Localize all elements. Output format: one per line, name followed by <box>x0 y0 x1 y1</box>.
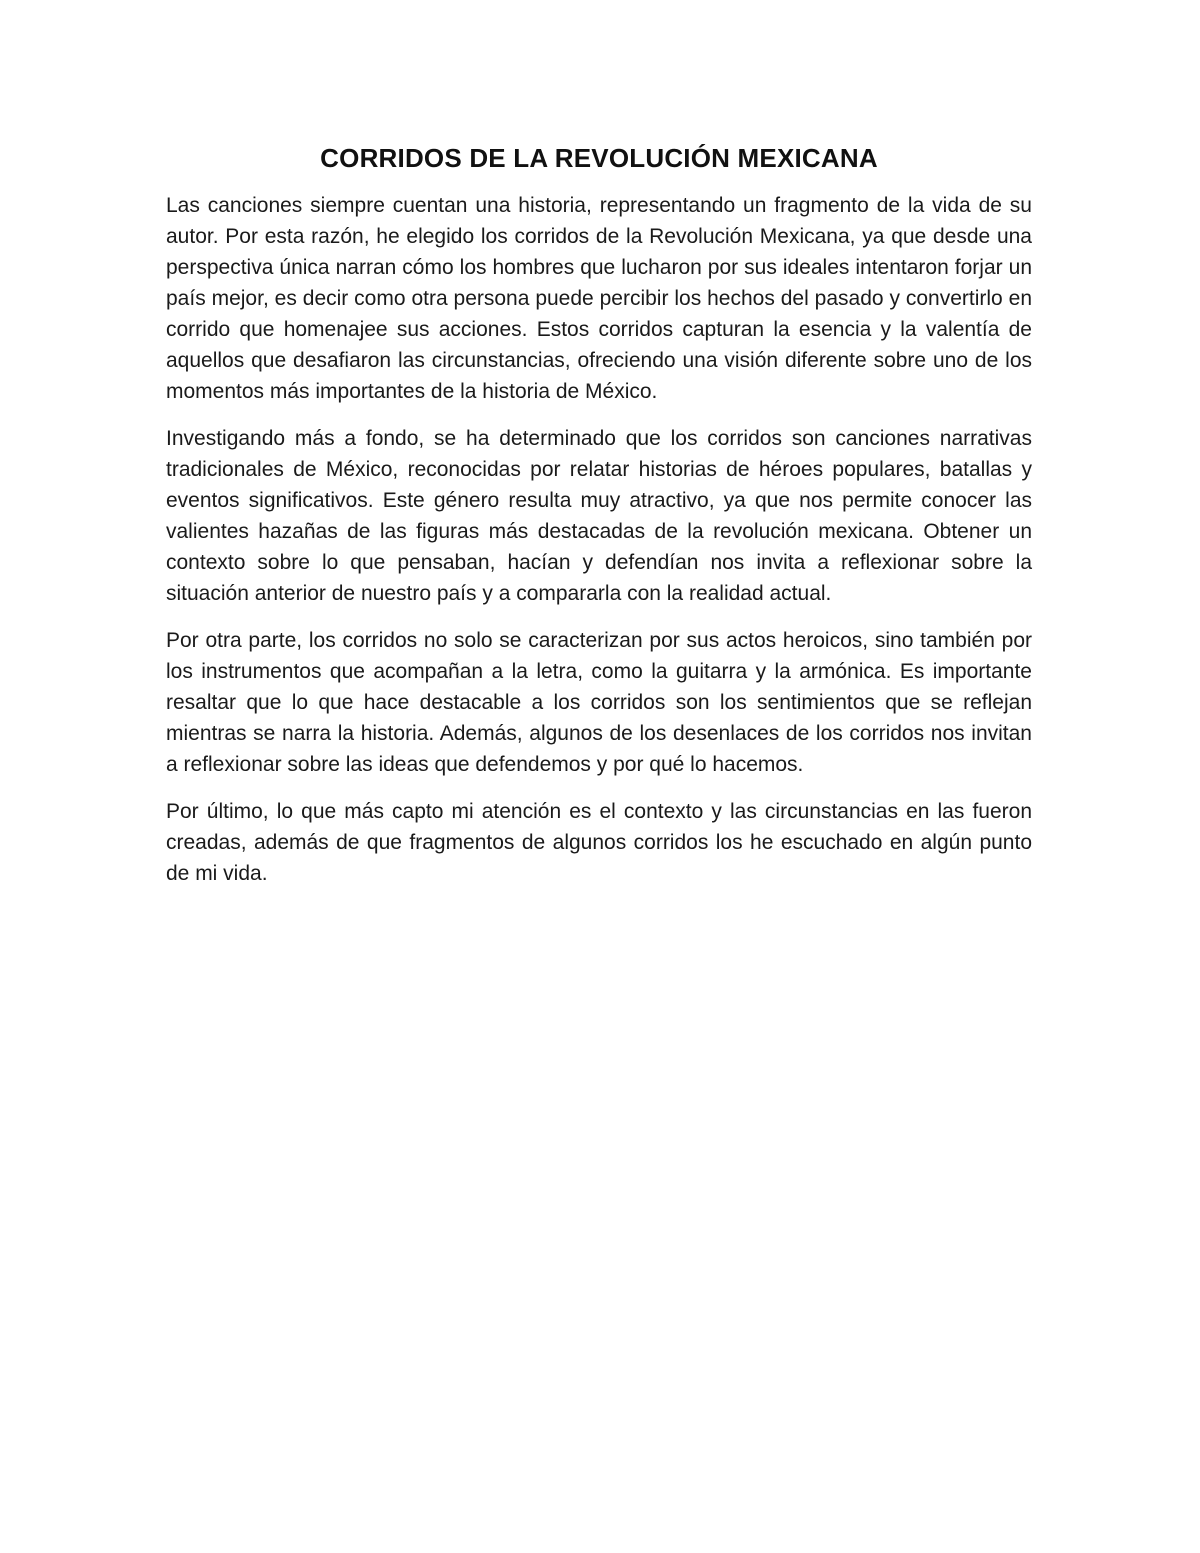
paragraph-intro: Las canciones siempre cuentan una historia, representando un fragmento de la vida de su autor. Por esta razón, he elegido los corridos de la Revolución Mexicana, ya que desde una perspectiva única narran cómo los hombres que lucharon por sus ideales intentaron forjar un país mejor, es decir como otra persona puede percibir los hechos del pasado y convertirlo en corrido que homenajee sus acciones. Estos corridos capturan la esencia y la valentía de aquellos que desafiaron las circunstancias, ofreciendo una visión diferente sobre uno de los momentos más importantes de la historia de México. <box>166 194 1032 403</box>
document-body <box>166 141 1032 905</box>
paragraph-conclusion: Por último, lo que más capto mi atención es el contexto y las circunstancias en las fueron creadas, además de que fragmentos de algunos corridos los he escuchado en algún punto de mi vida. <box>166 800 1032 885</box>
paragraph-instruments: Por otra parte, los corridos no solo se caracterizan por sus actos heroicos, sino también por los instrumentos que acompañan a la letra, como la guitarra y la armónica. Es importante resaltar que lo que hace destacable a los corridos son los sentimientos que se reflejan mientras se narra la historia. Además, algunos de los desenlaces de los corridos nos invitan a reflexionar sobre las ideas que defendemos y por qué lo hacemos. <box>166 629 1032 776</box>
document-title: CORRIDOS DE LA REVOLUCIÓN MEXICANA <box>320 143 878 173</box>
paragraph-research: Investigando más a fondo, se ha determinado que los corridos son canciones narrativas tradicionales de México, reconocidas por relatar historias de héroes populares, batallas y eventos significativos. Este género resulta muy atractivo, ya que nos permite conocer las valientes hazañas de las figuras más destacadas de la revolución mexicana. Obtener un contexto sobre lo que pensaban, hacían y defendían nos invita a reflexionar sobre la situación anterior de nuestro país y a compararla con la realidad actual. <box>166 427 1032 605</box>
